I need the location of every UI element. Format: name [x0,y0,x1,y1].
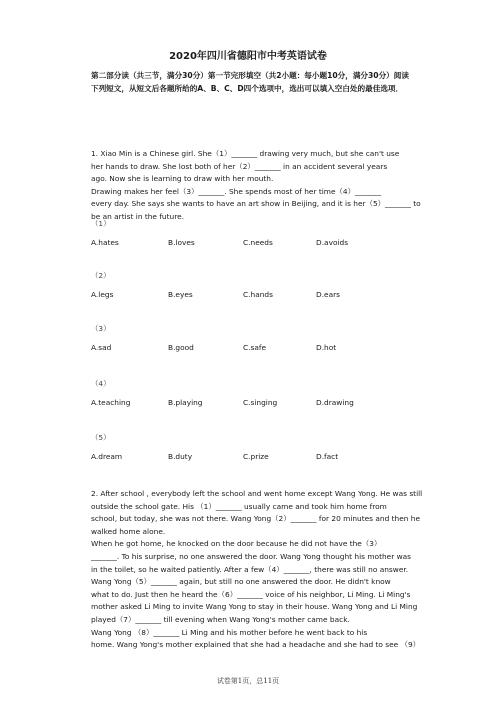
question-number: （3） [91,324,111,333]
passage-line: walked home alone. [91,526,166,536]
answer-options [91,238,411,248]
passage-line: ago. Now she is learning to draw with her mouth. [91,174,274,184]
question-number: （5） [91,433,111,442]
answer-option[interactable]: C.hands [243,290,273,299]
answer-option[interactable]: C.prize [243,452,269,461]
answer-options [91,290,411,300]
passage-line: outside the school gate. His （1）_______ usually came and took him home from [91,501,387,511]
answer-option[interactable]: C.needs [243,238,273,247]
passage-line: in the toilet, so he waited patiently. After a few（4）_______, there was still no answer. [91,564,409,574]
answer-option[interactable]: A.legs [91,290,114,299]
passage-line: 2. After school , everybody left the school and went home except Wang Yong. He was still [91,489,423,498]
section-instructions: 第二部分读（共三节，满分30分）第一节完形填空（共2小题：每小题10分，满分30分）阅读下列短文，从短文后各题所给的A、B、C、D四个选项中，选出可以填入空白处的最佳选项． [91,71,409,93]
passage-line: Drawing makes her feel（3）_______. She spends most of her time（4）_______ [91,186,381,196]
answer-option[interactable]: B.good [168,343,194,352]
answer-option[interactable]: A.teaching [91,398,131,407]
passage-line: mother asked Li Ming to invite Wang Yong to stay in their house. Wang Yong and Li Ming [91,602,418,612]
passage-line: her hands to draw. She lost both of her（2）_______ in an accident several years [91,161,388,171]
passage-2 [91,488,423,652]
question-number: （1） [91,219,111,228]
answer-option[interactable]: B.playing [168,398,203,407]
passage-line: played（7）_______ till evening when Wang Yong's mother came back. [91,614,350,624]
document-title: 2020年四川省德阳市中考英语试卷 [169,51,327,62]
answer-option[interactable]: B.eyes [168,290,193,299]
answer-option[interactable]: D.ears [316,290,341,299]
answer-option[interactable]: A.hates [91,238,119,247]
answer-option[interactable]: A.dream [91,452,123,461]
passage-line: 1. Xiao Min is a Chinese girl. She（1）_______ drawing very much, but she can't use [91,149,400,158]
question-number: （2） [91,271,111,280]
passage-line: school, but today, she was not there. Wang Yong（2）_______ for 20 minutes and then he [91,514,421,524]
answer-option[interactable]: D.drawing [316,398,354,407]
answer-option[interactable]: B.loves [168,238,195,247]
answer-options [91,452,411,462]
passage-line: what to do. Just then he heard the（6）_______ voice of his neighbor, Li Ming. Li Ming's [91,589,411,599]
answer-option[interactable]: D.avoids [316,238,349,247]
page-footer: 试卷第1页，总11页 [216,677,280,685]
passage-1 [91,148,421,224]
passage-line: be an artist in the future. [91,211,184,221]
answer-option[interactable]: A.sad [91,343,112,352]
answer-option[interactable]: D.fact [316,452,339,461]
answer-option[interactable]: B.duty [168,452,193,461]
passage-line: Wang Yong（5）_______ again, but still no one answered the door. He didn't know [91,577,391,587]
passage-line: When he got home, he knocked on the door because he did not have the（3） [91,539,382,549]
passage-line: _______. To his surprise, no one answered the door. Wang Yong thought his mother was [91,551,412,561]
answer-options [91,398,411,408]
question-number: （4） [91,379,111,388]
answer-option[interactable]: D.hot [316,343,337,352]
answer-option[interactable]: C.singing [243,398,278,407]
passage-line: every day. She says she wants to have an art show in Beijing, and it is her（5）_______ to [91,199,421,209]
answer-option[interactable]: C.safe [243,343,267,352]
passage-line: Wang Yong （8）_______ Li Ming and his mother before he went back to his [91,627,368,637]
passage-line: home. Wang Yong's mother explained that she had a headache and she had to see （9） [91,640,421,650]
answer-options [91,343,411,353]
